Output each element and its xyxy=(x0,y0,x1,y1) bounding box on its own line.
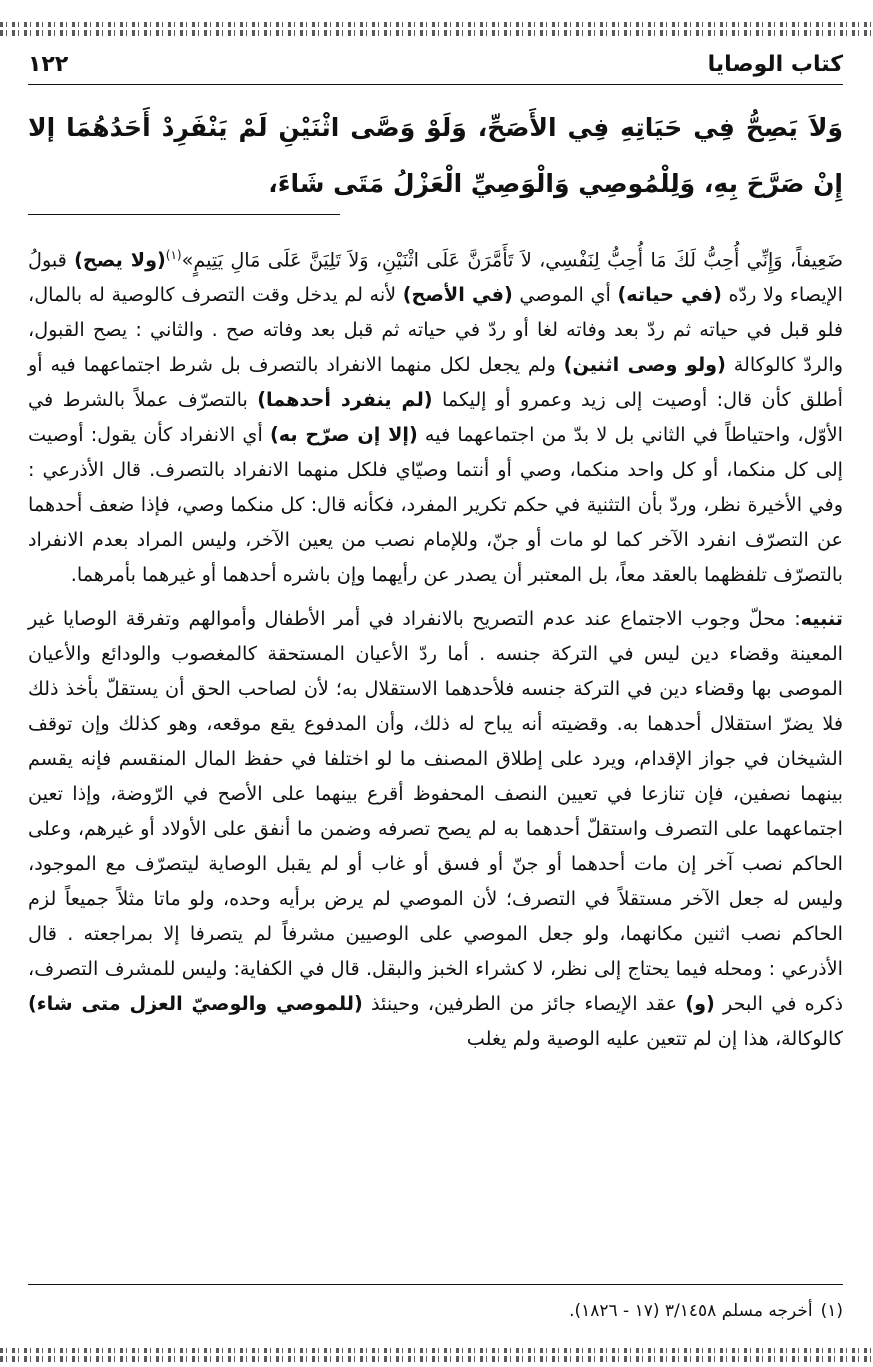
book-title: كتاب الوصايا xyxy=(707,51,843,77)
footnote-ref: (١) xyxy=(165,248,182,262)
matn-quote: (و) xyxy=(685,992,715,1016)
matn-quote: (في الأصح) xyxy=(402,283,513,307)
top-ornament-border xyxy=(0,22,873,36)
matn-quote: (إلا إن صرّح به) xyxy=(269,423,418,447)
sharh-body xyxy=(28,238,843,1056)
sharh-paragraph-1: ضَعِيفاً، وَإِنِّي أُحِبُّ لَكَ مَا أُحِبُّ لِنَفْسِي، لاَ تَأَمَّرَنَّ عَلَى اثْنَيْنِ، وَلاَ تَلِيَنَّ عَلَى مَالِ يَتِيمٍ»$^{(١)}$(ولا يصح) قبولُ الإيصاء ولا ردّه (في حياته) أي الموصي (في الأصح) لأنه لم يدخل وقت التصرف كالوصية له بالمال، فلو قبل في حياته ثم ردّ بعد وفاته لغا أو ردّ في حياته ثم قبل بعد وفاته صح . والثاني : يصح القبول، والردّ كالوكالة (ولو وصى اثنين) ولم يجعل لكل منهما الانفراد بالتصرف بل شرط اجتماعهما فيه أو أطلق كأن قال: أوصيت إلى زيد وعمرو أو إليكما (لم ينفرد أحدهما) بالتصرّف عملاً بالشرط في الأوّل، واحتياطاً في الثاني بل لا بدّ من اجتماعهما فيه (إلا إن صرّح به) أي الانفراد كأن يقول: أوصيت إلى كل منكما، أو كل واحد منكما، وصي أو أنتما وصيّاي فلكل منهما الانفراد بالتصرف. قال الأذرعي : وفي الأخيرة نظر، وردّ بأن التثنية في حكم تكرير المفرد، فكأنه قال: كل منكما وصي، فإذا ضعف أحدهما عن التصرّف انفرد الآخر كما لو مات أو جنّ، وللإمام نصب من يعين الآخر، وليس المراد بعدم الانفراد بالتصرّف تلفظهما بالعقد معاً، بل المعتبر أن يصدر عن رأيهما وإن باشره أحدهما أو غيرهما بأمرهما. xyxy=(28,248,843,587)
bottom-ornament-border xyxy=(0,1348,873,1362)
matn-quote: (ولو وصى اثنين) xyxy=(563,353,726,377)
page-number: ١٢٢ xyxy=(28,51,69,77)
matn-quote: (لم ينفرد أحدهما) xyxy=(257,388,433,412)
matn-quote: (ولا يصح) xyxy=(74,248,166,272)
page-header xyxy=(28,44,843,85)
sharh-paragraph-2: تنبيه: محلّ وجوب الاجتماع عند عدم التصريح بالانفراد في أمر الأطفال وأموالهم وتفرقة الوصايا غير المعينة وقضاء دين ليس في التركة جنسه . أما ردّ الأعيان المستحقة كالمغصوب والودائع والأعيان الموصى بها وقضاء دين في التركة جنسه فلأحدهما الاستقلال به؛ لأن لصاحب الحق أن يستقلّ بأخذ ذلك فلا يضرّ استقلال أحدهما به. وقضيته أنه يباح له ذلك، وأن المدفوع يقع موقعه، وهو كذلك وإن توقف الشيخان في جواز الإقدام، ويرد على إطلاق المصنف ما لو اختلفا في حفظ المال المنقسم فإنه يقسم بينهما نصفين، فإن تنازعا في تعيين النصف المحفوظ أقرع بينهما على الأصح في الرّوضة، وإذا تعين اجتماعهما على التصرف واستقلّ أحدهما به لم يصح تصرفه وضمن ما أنفق على الأولاد أو غيرهم، وعلى الحاكم نصب آخر إن مات أحدهما أو جنّ أو فسق أو غاب أو لم يقبل الوصاية ليتصرّف مع الموجود، وليس له جعل الآخر مستقلاً في التصرف؛ لأن الموصي لم يرض برأيه وحده، ولو ماتا مثلاً جميعاً لزم الحاكم نصب اثنين مكانهما، ولو جعل الموصي على الوصيين مشرفاً لم يتصرفا إلا بمراجعته . قال الأذرعي : ومحله فيما يحتاج إلى نظر، لا كشراء الخبز والبقل. قال في الكفاية: وليس للمشرف التصرف، ذكره في البحر (و) عقد الإيصاء جائز من الطرفين، وحينئذ (للموصي والوصيّ العزل متى شاء) كالوكالة، هذا إن لم تتعين عليه الوصية ولم يغلب xyxy=(28,607,843,1051)
footnote xyxy=(28,1296,843,1326)
matn-divider xyxy=(28,214,340,215)
note-heading: تنبيه xyxy=(800,607,843,631)
matn-quote: (في حياته) xyxy=(617,283,722,307)
matn-quote: (للموصي والوصيّ العزل متى شاء) xyxy=(28,992,363,1016)
matn-text: وَلاَ يَصِحُّ فِي حَيَاتِهِ فِي الأَصَحِّ، وَلَوْ وَصَّى اثْنَيْنِ لَمْ يَنْفَرِدْ أَحَدُهُمَا إلا إِنْ صَرَّحَ بِهِ، وَلِلْمُوصِي وَالْوَصِيِّ الْعَزْلُ مَتَى شَاءَ، xyxy=(28,113,843,198)
footnote-divider xyxy=(28,1284,843,1285)
hadith-quote: ضَعِيفاً، وَإِنِّي أُحِبُّ لَكَ مَا أُحِبُّ لِنَفْسِي، لاَ تَأَمَّرَنَّ عَلَى اثْنَيْنِ، وَلاَ تَلِيَنَّ عَلَى مَالِ يَتِيمٍ xyxy=(193,248,843,272)
footnote-text: أخرجه مسلم ٣/١٤٥٨ (١٧ - ١٨٢٦). xyxy=(569,1301,813,1321)
quote-close: » xyxy=(181,248,194,272)
footnote-number: (١) xyxy=(820,1301,843,1321)
